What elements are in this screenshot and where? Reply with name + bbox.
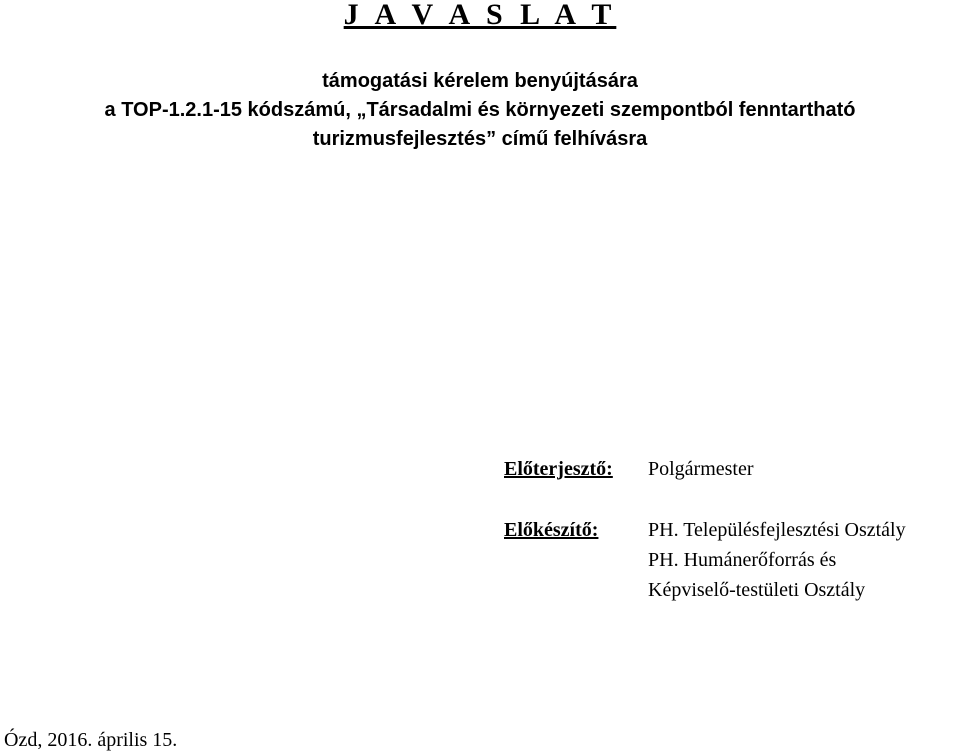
preparer-value: PH. Humánerőforrás és bbox=[648, 549, 837, 571]
presenter-label: Előterjesztő: bbox=[504, 458, 613, 480]
subject-line: a TOP-1.2.1-15 kódszámú, „Társadalmi és környezeti szempontból fenntartható bbox=[104, 99, 856, 121]
place-date: Ózd, 2016. április 15. bbox=[4, 729, 178, 751]
preparer-value: Képviselő-testületi Osztály bbox=[648, 579, 866, 601]
preparer-label: Előkészítő: bbox=[504, 519, 599, 541]
document-subject bbox=[30, 67, 930, 154]
preparer-value: PH. Településfejlesztési Osztály bbox=[648, 519, 906, 541]
document-title: J A V A S L A T bbox=[343, 0, 617, 31]
subject-line: támogatási kérelem benyújtására bbox=[322, 70, 638, 92]
presenter-value: Polgármester bbox=[648, 458, 754, 480]
subject-line: turizmusfejlesztés” című felhívásra bbox=[312, 128, 648, 150]
